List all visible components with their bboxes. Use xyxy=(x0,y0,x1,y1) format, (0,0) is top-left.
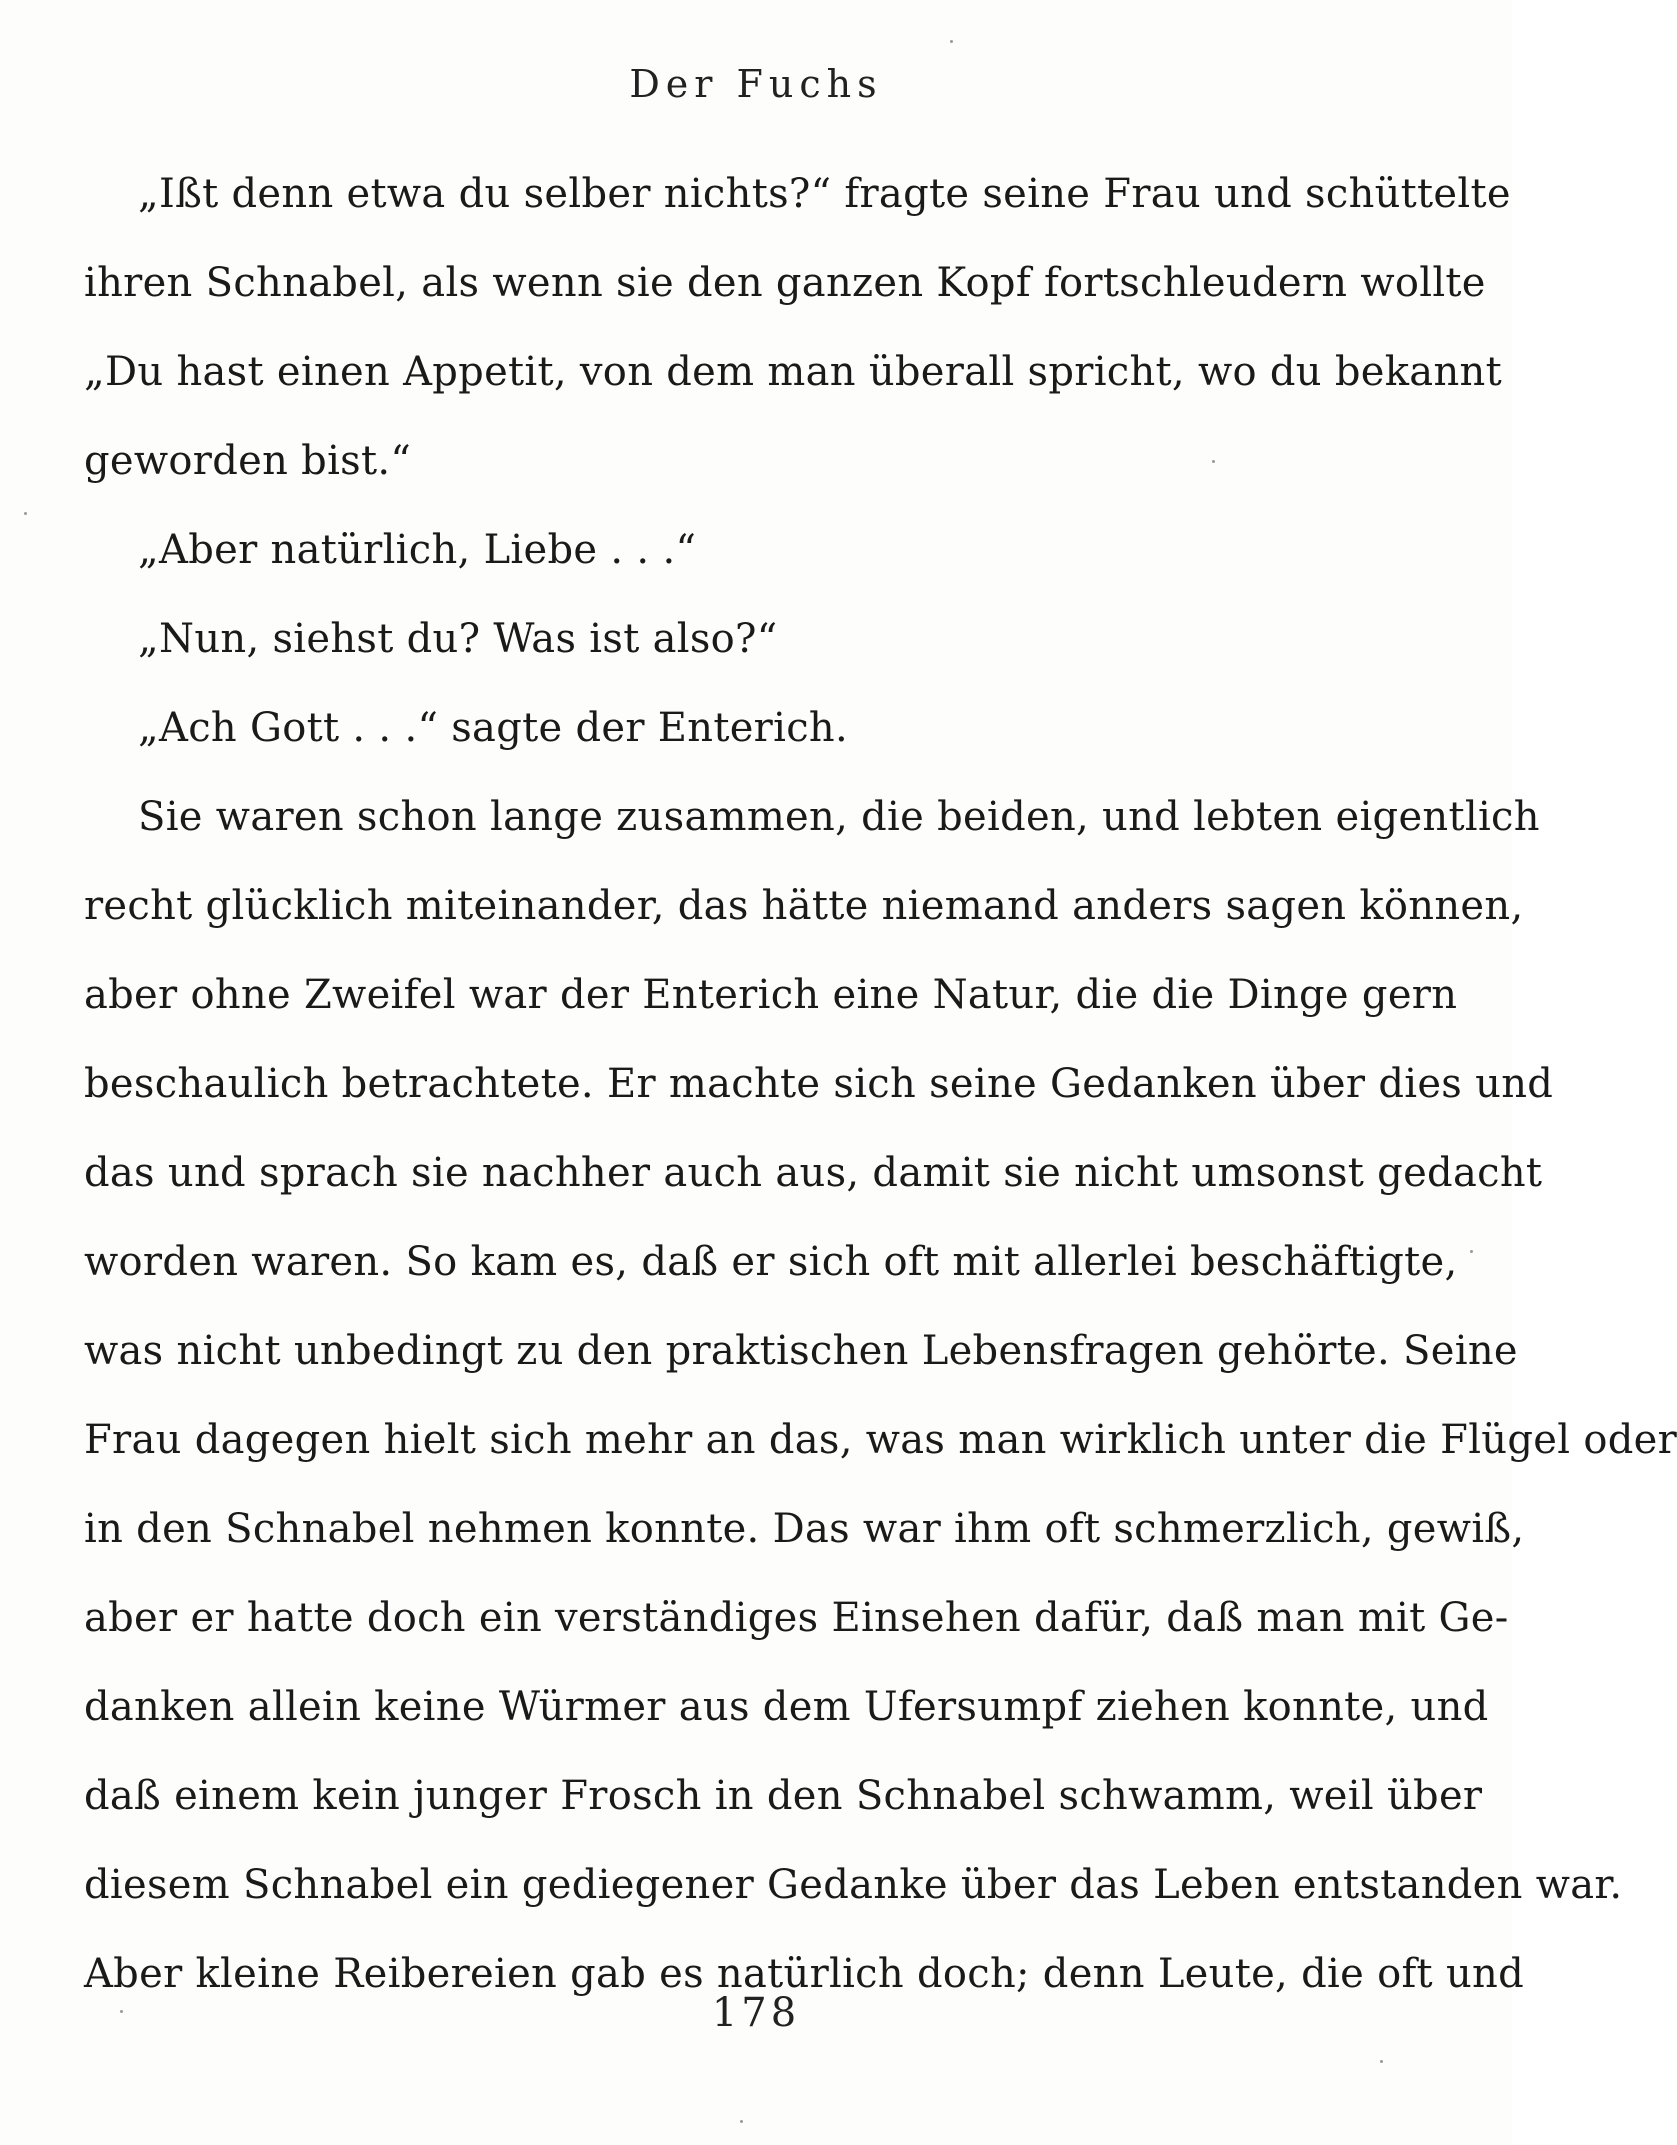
text-line: aber ohne Zweifel war der Enterich eine Natur, die die Dinge gern xyxy=(84,972,1458,1018)
text-line: Aber kleine Reibereien gab es natürlich doch; denn Leute, die oft und xyxy=(84,1951,1524,1997)
running-head: Der Fuchs xyxy=(629,62,883,106)
text-line: beschaulich betrachtete. Er machte sich seine Gedanken über dies und xyxy=(84,1061,1554,1107)
text-line: diesem Schnabel ein gediegener Gedanke über das Leben entstanden war. xyxy=(84,1862,1623,1908)
paper-speck xyxy=(1212,460,1215,463)
paper-speck xyxy=(1380,2060,1383,2063)
text-line: „Aber natürlich, Liebe . . .“ xyxy=(138,527,697,573)
text-line: „Nun, siehst du? Was ist also?“ xyxy=(138,616,778,662)
text-line: „Ach Gott . . .“ sagte der Enterich. xyxy=(138,705,848,751)
text-line: aber er hatte doch ein verständiges Einsehen dafür, daß man mit Ge- xyxy=(84,1595,1509,1641)
text-line: „Du hast einen Appetit, von dem man überall spricht, wo du bekannt xyxy=(84,349,1502,395)
text-line: das und sprach sie nachher auch aus, damit sie nicht umsonst gedacht xyxy=(84,1150,1543,1196)
text-line: daß einem kein junger Frosch in den Schnabel schwamm, weil über xyxy=(84,1773,1483,1819)
paper-speck xyxy=(120,2010,123,2013)
page-number: 178 xyxy=(711,1990,801,2036)
text-line: geworden bist.“ xyxy=(84,438,412,484)
text-line: danken allein keine Würmer aus dem Ufersumpf ziehen konnte, und xyxy=(84,1684,1489,1730)
body-text xyxy=(84,150,1677,2019)
text-line: recht glücklich miteinander, das hätte niemand anders sagen können, xyxy=(84,883,1524,929)
paper-speck xyxy=(740,2120,743,2123)
text-line: worden waren. So kam es, daß er sich oft mit allerlei beschäftigte, xyxy=(84,1239,1458,1285)
text-line: „Ißt denn etwa du selber nichts?“ fragte seine Frau und schüttelte xyxy=(138,171,1511,217)
text-line: ihren Schnabel, als wenn sie den ganzen Kopf fortschleudern wollte xyxy=(84,260,1486,306)
paper-speck xyxy=(24,512,27,515)
text-line: Frau dagegen hielt sich mehr an das, was man wirklich unter die Flügel oder xyxy=(84,1417,1677,1463)
text-line: in den Schnabel nehmen konnte. Das war ihm oft schmerzlich, gewiß, xyxy=(84,1506,1525,1552)
paper-speck xyxy=(950,40,953,43)
text-line: Sie waren schon lange zusammen, die beiden, und lebten eigentlich xyxy=(138,794,1540,840)
paper-speck xyxy=(1470,1250,1473,1253)
text-line: was nicht unbedingt zu den praktischen Lebensfragen gehörte. Seine xyxy=(84,1328,1518,1374)
